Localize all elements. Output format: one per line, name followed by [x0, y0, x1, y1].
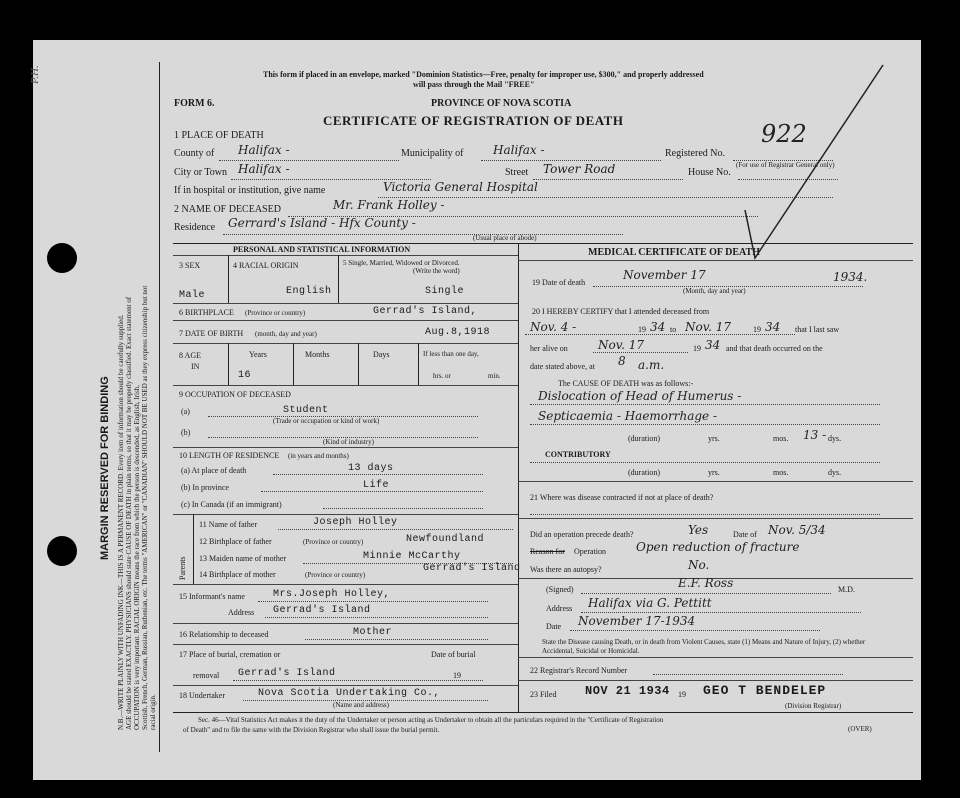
street-value: Tower Road: [543, 162, 616, 176]
hospital-label: If in hospital or institution, give name: [174, 185, 326, 196]
birthplace-label: 6 BIRTHPLACE: [179, 308, 234, 317]
marital-value: Single: [425, 286, 465, 297]
contributory-yrs-label: yrs.: [708, 468, 720, 477]
operation-type-value: Open reduction of fracture: [636, 540, 800, 554]
father-name-label: 11 Name of father: [199, 520, 258, 529]
father-birthplace-note: (Province or country): [303, 538, 364, 546]
dob-note: (month, day and year): [255, 330, 317, 338]
mother-name-label: 13 Maiden name of mother: [199, 554, 287, 563]
house-label: House No.: [688, 167, 731, 178]
operation-label: Did an operation precede death?: [530, 530, 634, 539]
burial-label: 17 Place of burial, cremation or: [179, 650, 281, 659]
dob-value: Aug.8,1918: [425, 327, 491, 338]
filed-year-label: 19: [678, 690, 686, 699]
operation-date-value: Nov. 5/34: [768, 523, 826, 537]
attended-to-value: Nov. 17: [685, 320, 731, 334]
city-value: Halifax -: [238, 162, 290, 176]
footer-over: (OVER): [848, 725, 872, 733]
check-mark-icon: [733, 60, 893, 270]
contributory-mos-label: mos.: [773, 468, 789, 477]
marital-label: 5 Single, Married, Widowed or Divorced.: [343, 259, 460, 267]
registered-value: 922: [761, 120, 807, 148]
marital-note: (Write the word): [413, 267, 460, 275]
residence-note: (Usual place of abode): [473, 234, 537, 242]
certificate-date-value: November 17-1934: [578, 614, 696, 628]
operation-date-label: Date of: [733, 530, 757, 539]
date-of-death-year: 1934.: [833, 270, 868, 284]
cause-of-death-2: Septicaemia - Haemorrhage -: [538, 409, 718, 423]
birthplace-note: (Province or country): [245, 309, 306, 317]
age-label: 8 AGE: [179, 351, 201, 360]
municipality-label: Municipality of: [401, 148, 464, 159]
duration-yrs-label: yrs.: [708, 434, 720, 443]
mother-name-value: Minnie McCarthy: [363, 551, 461, 562]
certificate-title: CERTIFICATE OF REGISTRATION OF DEATH: [323, 113, 624, 128]
certificate-date-label: Date: [546, 622, 562, 631]
residence-a-label: (a) At place of death: [181, 466, 247, 475]
hospital-value: Victoria General Hospital: [383, 180, 538, 194]
residence-value: Gerrard's Island - Hfx County -: [228, 216, 416, 230]
mother-birthplace-value: Gerrad's Island: [423, 563, 521, 574]
death-occurred-label: and that death occurred on the: [726, 344, 823, 353]
duration-value: 13 -: [803, 428, 827, 442]
date-stated-label: date stated above, at: [530, 362, 595, 371]
racial-origin-label: 4 RACIAL ORIGIN: [233, 261, 299, 270]
alive-on-value: Nov. 17: [598, 338, 644, 352]
footer-note-1: Sec. 46—Vital Statistics Act makes it the duty of the Undertaker or person acting as Undertaker to obtain all the particulars required in the "Certificate of Registration: [198, 716, 664, 724]
time-of-death-unit: a.m.: [638, 358, 665, 372]
registrar-name-stamp: GEO T BENDELEP: [703, 683, 827, 698]
residence-b-label: (b) In province: [181, 483, 229, 492]
margin-note-5: racial origin.: [149, 694, 157, 730]
less-than-day-label: If less than one day,: [423, 350, 479, 358]
min-label: min.: [488, 372, 501, 380]
residence-b-value: Life: [363, 480, 390, 491]
attended-to-year-label: 19: [753, 325, 761, 334]
informant-address-label: Address: [228, 608, 255, 617]
age-in-label: IN: [191, 362, 200, 371]
margin-note-4: Scottish, French, German, Russian, Ruthenian, etc. The terms "AMERICAN" or "CANADIAN" SHOULD NOT BE USED as they express citizenship but not: [141, 285, 149, 730]
occupation-a-note: (Trade or occupation or kind of work): [273, 417, 380, 425]
dob-label: 7 DATE OF BIRTH: [179, 329, 244, 338]
duration-label: (duration): [628, 434, 660, 443]
birthplace-value: Gerrad's Island,: [373, 306, 478, 317]
reason-label: Reason for: [530, 547, 565, 556]
signed-value: E.F. Ross: [678, 576, 734, 590]
residence-label: Residence: [174, 222, 216, 233]
envelope-note-2: will pass through the Mail "FREE": [413, 80, 535, 89]
certificate-page: [29, 40, 921, 780]
autopsy-label: Was there an autopsy?: [530, 565, 602, 574]
hrs-label: hrs. or: [433, 372, 451, 380]
operation-value: Yes: [688, 523, 709, 537]
undertaker-value: Nova Scotia Undertaking Co.,: [258, 688, 441, 699]
days-label: Days: [373, 350, 390, 359]
alive-year-label: 19: [693, 344, 701, 353]
residence-c-label: (c) In Canada (if an immigrant): [181, 500, 282, 509]
cause-of-death-label: The CAUSE OF DEATH was as follows:-: [558, 379, 694, 388]
residence-length-note: (in years and months): [288, 452, 349, 460]
informant-value: Mrs.Joseph Holley,: [273, 589, 391, 600]
registered-label: Registered No.: [665, 148, 725, 159]
removal-label: removal: [193, 671, 220, 680]
attended-from-year: 34: [650, 320, 666, 334]
racial-origin-value: English: [286, 286, 332, 297]
medical-header: MEDICAL CERTIFICATE OF DEATH: [588, 247, 760, 258]
margin-rule: [159, 62, 160, 752]
county-label: County of: [174, 148, 215, 159]
personal-header: PERSONAL AND STATISTICAL INFORMATION: [233, 245, 411, 254]
father-birthplace-value: Newfoundland: [406, 534, 485, 545]
signed-label: (Signed): [546, 585, 574, 594]
undertaker-note: (Name and address): [333, 701, 389, 709]
sex-value: Male: [179, 290, 206, 301]
physician-address-label: Address: [546, 604, 573, 613]
age-years-value: 16: [238, 370, 252, 381]
margin-reserved-label: MARGIN RESERVED FOR BINDING: [99, 376, 111, 560]
medical-footnote: State the Disease causing Death, or in death from Violent Causes, state (1) Means and Nature of Injury, (2) whether Accidental, Suicidal or Homicidal.: [542, 638, 866, 655]
province-title: PROVINCE OF NOVA SCOTIA: [431, 98, 572, 109]
certify-label: 20 I HEREBY CERTIFY that I attended deceased from: [532, 307, 710, 316]
informant-label: 15 Informant's name: [179, 592, 245, 601]
registrar-note: (Division Registrar): [785, 702, 842, 710]
parents-label: Parents: [178, 556, 187, 580]
place-of-death-label: 1 PLACE OF DEATH: [174, 130, 264, 141]
father-name-value: Joseph Holley: [313, 517, 398, 528]
date-of-death-note: (Month, day and year): [683, 287, 746, 295]
attended-from-value: Nov. 4 -: [530, 320, 577, 334]
envelope-note-1: This form if placed in an envelope, marked "Dominion Statistics—Free, penalty for improper use, $300," and properly addressed: [263, 70, 704, 79]
md-label: M.D.: [838, 585, 855, 594]
occupation-b-label: (b): [181, 428, 191, 437]
margin-initials: P.H.: [29, 65, 41, 84]
contributory-label: CONTRIBUTORY: [545, 450, 611, 459]
date-of-death-value: November 17: [623, 268, 706, 282]
months-label: Months: [305, 350, 330, 359]
occupation-b-note: (Kind of industry): [323, 438, 374, 446]
sex-label: 3 SEX: [179, 261, 201, 270]
municipality-value: Halifax -: [493, 143, 545, 157]
relationship-value: Mother: [353, 627, 393, 638]
occupation-a-value: Student: [283, 405, 329, 416]
city-label: City or Town: [174, 167, 228, 178]
contracted-label: 21 Where was disease contracted if not at place of death?: [530, 493, 714, 502]
duration-dys-label: dys.: [828, 434, 842, 443]
operation-type-label: Operation: [574, 547, 606, 556]
contributory-duration-label: (duration): [628, 468, 660, 477]
attended-from-year-label: 19: [638, 325, 646, 334]
father-birthplace-label: 12 Birthplace of father: [199, 537, 272, 546]
cause-of-death-1: Dislocation of Head of Humerus -: [538, 389, 742, 403]
residence-length-label: 10 LENGTH OF RESIDENCE: [179, 451, 280, 460]
burial-year-label: 19: [453, 671, 461, 680]
date-of-death-label: 19 Date of death: [532, 278, 586, 287]
county-value: Halifax -: [238, 143, 290, 157]
street-label: Street: [505, 167, 529, 178]
margin-note-3: OCCUPATION is very important. RACIAL ORIGIN means the race from which the person is descended, as English, Irish,: [133, 385, 141, 730]
burial-date-label: Date of burial: [431, 650, 476, 659]
margin-note-1: N.B.—WRITE PLAINLY WITH UNFADING INK—THIS IS A PERMANENT RECORD. Every item of information should be carefully supplied.: [117, 314, 125, 730]
punch-hole-bottom: [47, 536, 77, 566]
mother-birthplace-note: (Province or country): [305, 571, 366, 579]
undertaker-label: 18 Undertaker: [179, 691, 225, 700]
years-label: Years: [249, 350, 267, 359]
form-number: FORM 6.: [174, 98, 215, 109]
alive-year: 34: [705, 338, 721, 352]
deceased-name-label: 2 NAME OF DECEASED: [174, 204, 281, 215]
footer-note-2: of Death" and to file the same with the Division Registrar who shall issue the burial permit.: [183, 726, 440, 734]
mother-birthplace-label: 14 Birthplace of mother: [199, 570, 276, 579]
occupation-a-label: (a): [181, 407, 190, 416]
relationship-label: 16 Relationship to deceased: [179, 630, 269, 639]
duration-mos-label: mos.: [773, 434, 789, 443]
filed-label: 23 Filed: [530, 690, 557, 699]
removal-value: Gerrad's Island: [238, 668, 336, 679]
registrar-record-label: 22 Registrar's Record Number: [530, 666, 628, 675]
contributory-dys-label: dys.: [828, 468, 842, 477]
time-of-death-value: 8: [618, 354, 626, 368]
attended-to-year: 34: [765, 320, 781, 334]
last-saw-label: that I last saw: [795, 325, 840, 334]
alive-on-label: her alive on: [530, 344, 568, 353]
margin-note-2: AGE should be stated EXACTLY. PHYSICIANS should state CAUSE OF DEATH in plain terms, so that it may be properly classified. Exact statement of: [125, 296, 133, 730]
occupation-label: 9 OCCUPATION OF DECEASED: [179, 390, 291, 399]
attended-to-label: to: [670, 325, 677, 334]
residence-a-value: 13 days: [348, 463, 394, 474]
registered-note: (For use of Registrar General only): [736, 161, 835, 169]
informant-address-value: Gerrad's Island: [273, 605, 371, 616]
deceased-name-value: Mr. Frank Holley -: [333, 198, 445, 212]
physician-address-value: Halifax via G. Pettitt: [588, 596, 712, 610]
autopsy-value: No.: [688, 558, 710, 572]
punch-hole-top: [47, 243, 77, 273]
filed-stamp: NOV 21 1934: [585, 684, 670, 698]
